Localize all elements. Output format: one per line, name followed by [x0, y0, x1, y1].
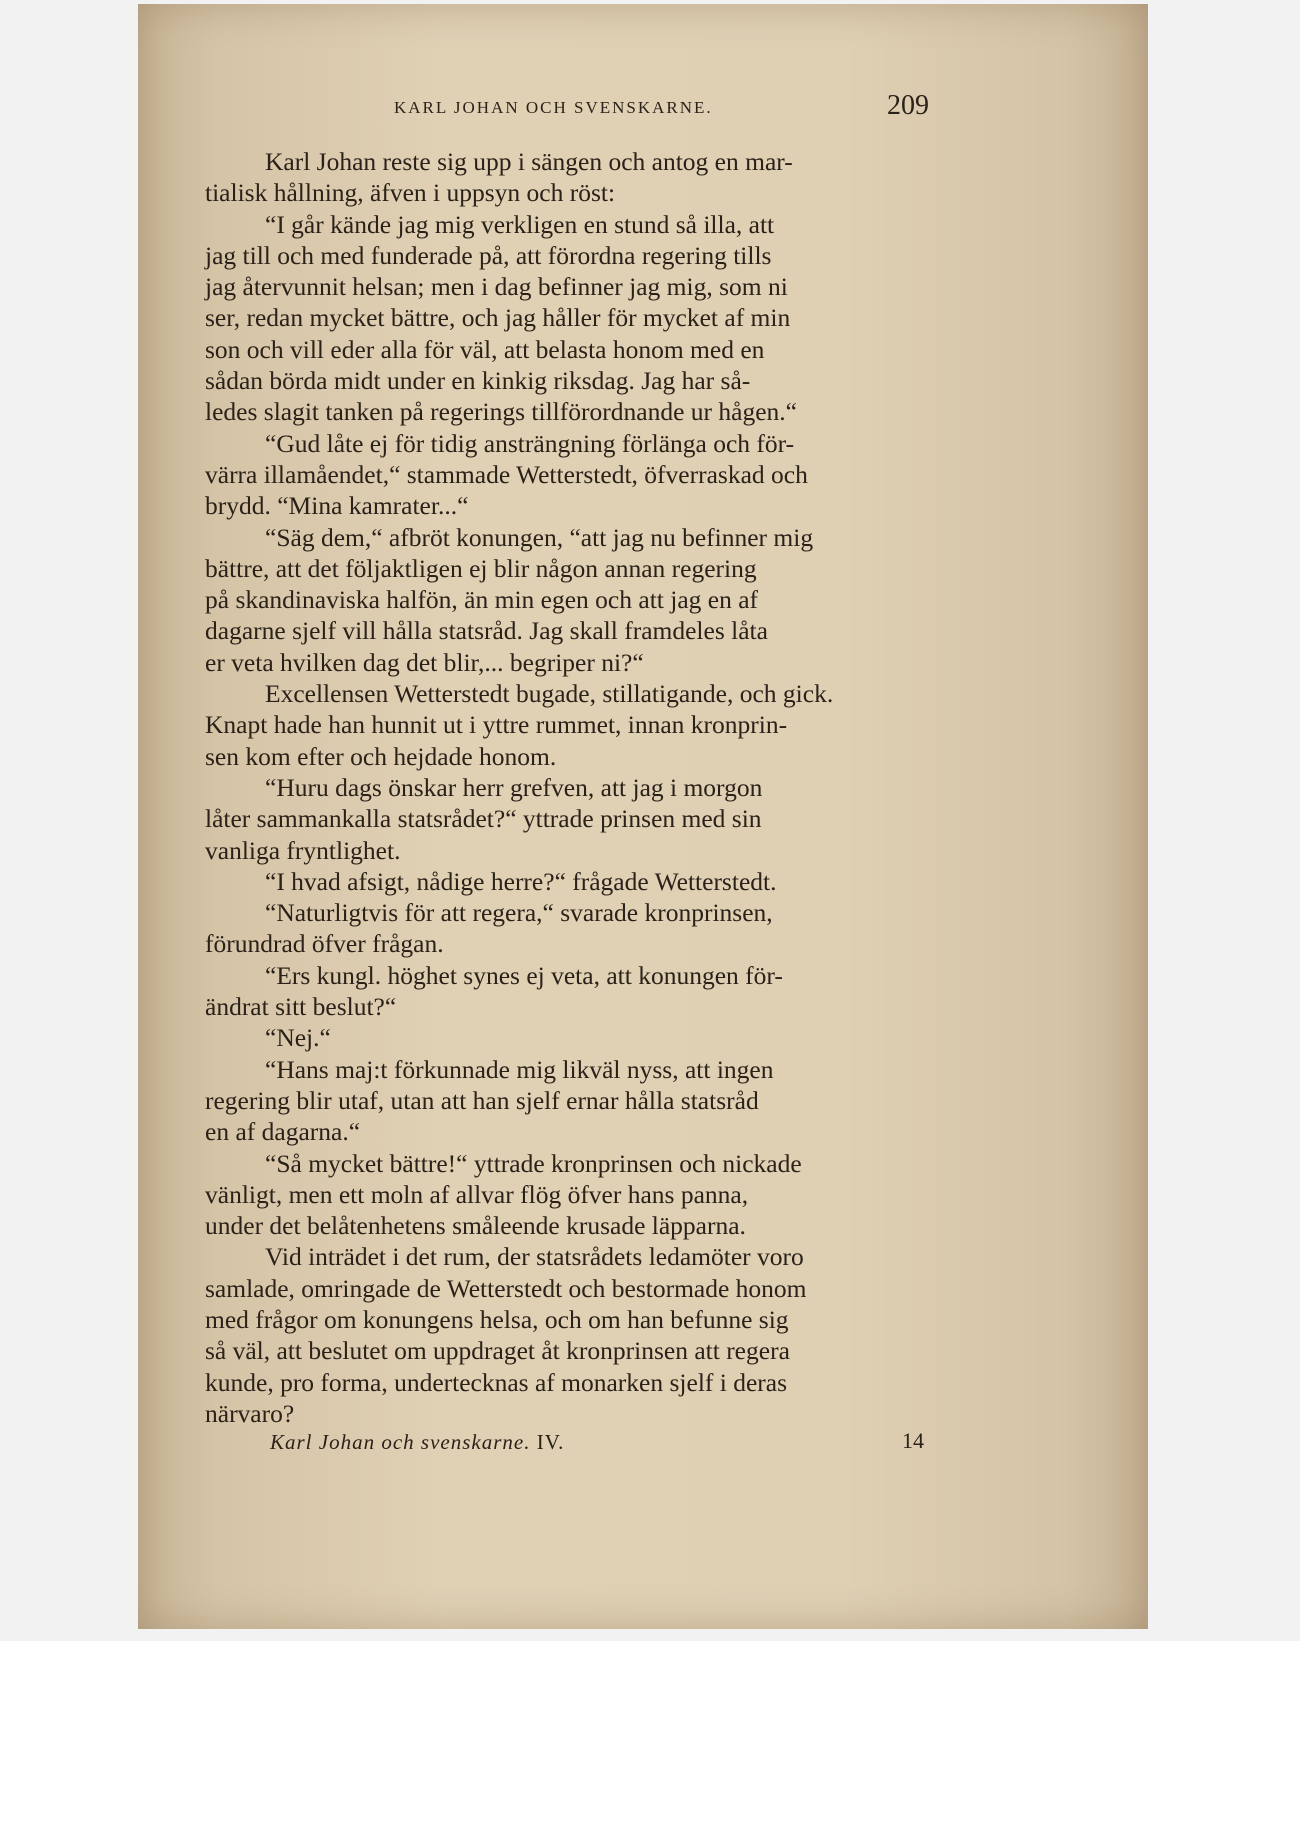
- text-line: kunde, pro forma, undertecknas af monarken sjelf i deras: [205, 1367, 788, 1397]
- text-line: son och vill eder alla för väl, att belasta honom med en: [205, 334, 765, 364]
- text-line: “Ers kungl. höghet synes ej veta, att konungen för-: [265, 960, 783, 990]
- text-line: Knapt hade han hunnit ut i yttre rummet, innan kronprin-: [205, 710, 788, 740]
- text-line: Vid inträdet i det rum, der statsrådets ledamöter voro: [265, 1242, 804, 1272]
- text-line: er veta hvilken dag det blir,... begriper ni?“: [205, 647, 644, 677]
- text-line: förundrad öfver frågan.: [205, 929, 444, 959]
- text-line: låter sammankalla statsrådet?“ yttrade prinsen med sin: [205, 804, 762, 834]
- text-line: sen kom efter och hejdade honom.: [205, 741, 557, 771]
- text-line: “I går kände jag mig verkligen en stund så illa, att: [265, 209, 775, 239]
- text-line: närvaro?: [205, 1398, 295, 1428]
- text-line: bättre, att det följaktligen ej blir någon annan regering: [205, 553, 757, 583]
- text-line: “Säg dem,“ afbröt konungen, “att jag nu befinner mig: [265, 522, 814, 552]
- text-line: vanliga fryntlighet.: [205, 835, 401, 865]
- running-title: KARL JOHAN OCH SVENSKARNE.: [394, 98, 713, 117]
- sheet-number: 14: [902, 1428, 924, 1453]
- text-line: med frågor om konungens helsa, och om han befunne sig: [205, 1304, 789, 1334]
- page-number: 209: [887, 90, 929, 121]
- text-line: Excellensen Wetterstedt bugade, stillatigande, och gick.: [265, 679, 834, 709]
- text-line: “Hans maj:t förkunnade mig likväl nyss, att ingen: [265, 1054, 774, 1084]
- text-line: vänligt, men ett moln af allvar flög öfver hans panna,: [205, 1179, 749, 1209]
- page-footer: [270, 1424, 950, 1464]
- page-header: [254, 90, 929, 130]
- text-line: samlade, omringade de Wetterstedt och bestormade honom: [205, 1273, 807, 1303]
- text-line: värra illamåendet,“ stammade Wetterstedt, öfverraskad och: [205, 459, 808, 489]
- text-line: under det belåtenhetens småleende krusade läpparna.: [205, 1211, 746, 1241]
- text-line: en af dagarna.“: [205, 1117, 361, 1147]
- text-line: brydd. “Mina kamrater...“: [205, 491, 469, 521]
- text-line: ändrat sitt beslut?“: [205, 992, 397, 1022]
- text-line: ledes slagit tanken på regerings tillförordnande ur hågen.“: [205, 397, 797, 427]
- body-text: [205, 146, 975, 1429]
- text-line: “Så mycket bättre!“ yttrade kronprinsen och nickade: [265, 1148, 802, 1178]
- text-line: Karl Johan reste sig upp i sängen och antog en mar-: [265, 147, 793, 176]
- signature-mark: [270, 1430, 564, 1455]
- text-line: sådan börda midt under en kinkig riksdag. Jag har så-: [205, 366, 751, 396]
- text-line: ser, redan mycket bättre, och jag håller för mycket af min: [205, 303, 791, 333]
- text-line: “Huru dags önskar herr grefven, att jag i morgon: [265, 772, 763, 802]
- signature-volume: IV.: [536, 1430, 565, 1454]
- signature-title: Karl Johan och svenskarne.: [270, 1430, 531, 1454]
- text-line: “Naturligtvis för att regera,“ svarade kronprinsen,: [265, 898, 773, 928]
- text-line: regering blir utaf, utan att han sjelf ernar hålla statsråd: [205, 1085, 759, 1115]
- text-line: “Nej.“: [265, 1023, 331, 1053]
- text-line: jag till och med funderade på, att förordna regering tills: [205, 240, 772, 270]
- text-line: “Gud låte ej för tidig ansträngning förlänga och för-: [265, 428, 795, 458]
- text-line: jag återvunnit helsan; men i dag befinner jag mig, som ni: [205, 272, 788, 302]
- text-line: tialisk hållning, äfven i uppsyn och röst:: [205, 178, 616, 208]
- text-line: dagarne sjelf vill hålla statsråd. Jag skall framdeles låta: [205, 616, 768, 646]
- text-line: så väl, att beslutet om uppdraget åt kronprinsen att regera: [205, 1336, 790, 1366]
- text-line: på skandinaviska halfön, än min egen och att jag en af: [205, 585, 759, 615]
- text-line: “I hvad afsigt, nådige herre?“ frågade Wetterstedt.: [265, 866, 777, 896]
